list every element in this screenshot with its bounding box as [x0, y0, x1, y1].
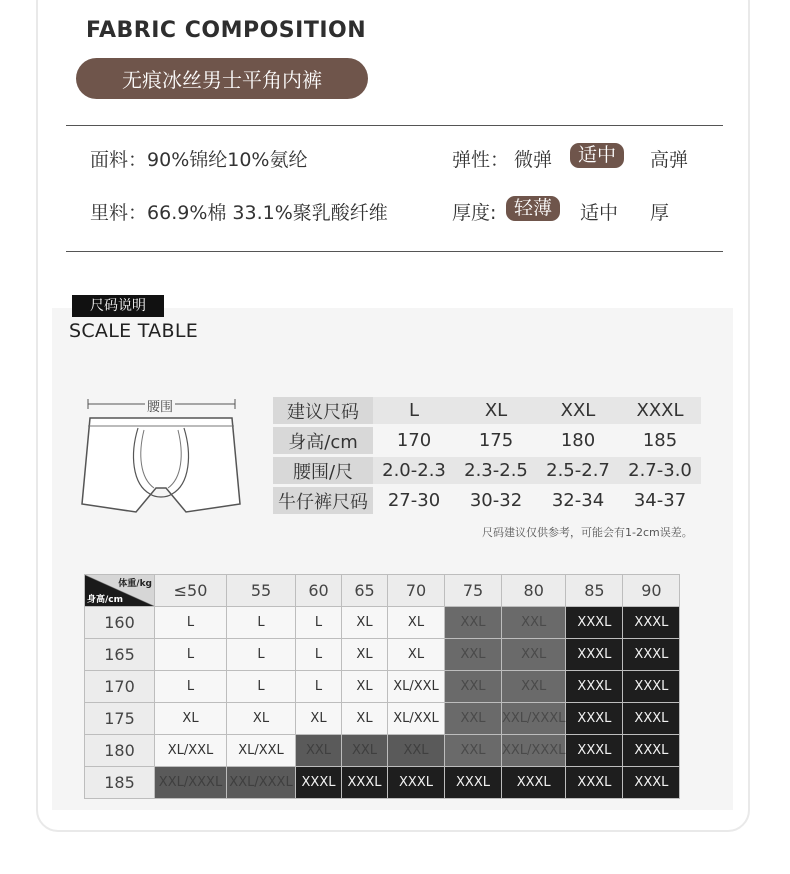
- grid-size-cell: L: [155, 607, 227, 639]
- elasticity-option-low: 微弹: [514, 149, 553, 171]
- scale-table-title: SCALE TABLE: [69, 320, 199, 342]
- grid-size-cell: XL/XXL: [155, 735, 227, 767]
- size-cell: 2.3-2.5: [455, 457, 537, 484]
- grid-height-header: 175: [85, 703, 155, 735]
- grid-height-header: 165: [85, 639, 155, 671]
- grid-size-cell: L: [227, 607, 296, 639]
- grid-row: [85, 639, 680, 671]
- thickness-label: 厚度:: [452, 202, 497, 224]
- grid-size-cell: XL: [155, 703, 227, 735]
- grid-size-cell: XXL: [502, 607, 566, 639]
- grid-height-header: 185: [85, 767, 155, 799]
- lining-label: 里料：: [90, 202, 148, 224]
- fabric-label: 面料：: [90, 149, 148, 171]
- grid-size-cell: XL: [227, 703, 296, 735]
- size-row-label: 牛仔裤尺码: [273, 487, 373, 514]
- grid-size-cell: XXXL: [566, 735, 623, 767]
- grid-size-cell: XXL: [445, 607, 502, 639]
- corner-weight-label: 体重/kg: [118, 579, 152, 589]
- size-cell: XXXL: [619, 397, 701, 424]
- grid-size-cell: XL: [388, 639, 445, 671]
- size-cell: 175: [455, 427, 537, 454]
- grid-size-cell: XXXL: [623, 735, 680, 767]
- grid-size-cell: XXXL: [623, 767, 680, 799]
- elasticity-label: 弹性：: [452, 149, 510, 171]
- grid-size-cell: XXL: [445, 671, 502, 703]
- grid-size-cell: XXXL: [566, 639, 623, 671]
- grid-corner-cell: [85, 575, 155, 607]
- grid-height-header: 160: [85, 607, 155, 639]
- divider-bottom: [66, 251, 723, 252]
- grid-size-cell: XXXL: [623, 703, 680, 735]
- elasticity-option-high: 高弹: [650, 149, 689, 171]
- size-cell: L: [373, 397, 455, 424]
- size-cell: 34-37: [619, 487, 701, 514]
- grid-size-cell: L: [296, 639, 342, 671]
- size-row: [273, 397, 701, 424]
- grid-size-cell: XL: [342, 703, 388, 735]
- thickness-option-thick: 厚: [650, 202, 670, 224]
- grid-size-cell: XL: [342, 639, 388, 671]
- size-row: [273, 457, 701, 484]
- grid-size-cell: L: [296, 607, 342, 639]
- grid-size-cell: XXXL: [342, 767, 388, 799]
- grid-size-cell: XL/XXL: [388, 671, 445, 703]
- weight-height-size-grid: [84, 574, 680, 799]
- grid-size-cell: XXL: [445, 703, 502, 735]
- grid-header-row: [85, 575, 680, 607]
- grid-size-cell: XXXL: [623, 607, 680, 639]
- grid-size-cell: XXXL: [296, 767, 342, 799]
- grid-size-cell: XL/XXL: [388, 703, 445, 735]
- size-cell: 27-30: [373, 487, 455, 514]
- grid-size-cell: L: [155, 639, 227, 671]
- product-name-badge: 无痕冰丝男士平角内裤: [76, 58, 368, 99]
- size-cell: XL: [455, 397, 537, 424]
- grid-size-cell: XXL/XXXL: [502, 735, 566, 767]
- elasticity-option-medium-selected: 适中: [570, 143, 624, 168]
- waist-label: 腰围: [145, 396, 175, 415]
- grid-size-cell: XXL: [296, 735, 342, 767]
- corner-height-label: 身高/cm: [87, 595, 124, 605]
- grid-size-cell: XL/XXL: [227, 735, 296, 767]
- size-note: 尺码建议仅供参考，可能会有1-2cm误差。: [482, 526, 693, 539]
- grid-row: [85, 607, 680, 639]
- size-row-label: 身高/cm: [273, 427, 373, 454]
- grid-height-header: 170: [85, 671, 155, 703]
- size-cell: 2.5-2.7: [537, 457, 619, 484]
- grid-size-cell: XXL: [502, 671, 566, 703]
- grid-weight-header: 70: [388, 575, 445, 607]
- grid-row: [85, 767, 680, 799]
- grid-size-cell: XL: [296, 703, 342, 735]
- grid-size-cell: XXXL: [566, 767, 623, 799]
- thickness-option-thin-selected: 轻薄: [506, 196, 560, 221]
- grid-size-cell: XXL/XXXL: [155, 767, 227, 799]
- grid-size-cell: XL: [388, 607, 445, 639]
- grid-size-cell: XL: [342, 671, 388, 703]
- size-cell: 30-32: [455, 487, 537, 514]
- size-row-label: 腰围/尺: [273, 457, 373, 484]
- grid-size-cell: XXXL: [445, 767, 502, 799]
- grid-size-cell: XXXL: [566, 703, 623, 735]
- grid-weight-header: 80: [502, 575, 566, 607]
- size-row: [273, 427, 701, 454]
- size-cell: 180: [537, 427, 619, 454]
- grid-height-header: 180: [85, 735, 155, 767]
- grid-size-cell: XXL: [502, 639, 566, 671]
- size-row-label: 建议尺码: [273, 397, 373, 424]
- size-cell: 185: [619, 427, 701, 454]
- size-cell: 2.7-3.0: [619, 457, 701, 484]
- grid-weight-header: 75: [445, 575, 502, 607]
- grid-size-cell: XXXL: [388, 767, 445, 799]
- size-tag: 尺码说明: [72, 295, 164, 317]
- grid-size-cell: XXXL: [566, 671, 623, 703]
- grid-size-cell: L: [227, 639, 296, 671]
- grid-size-cell: XXXL: [623, 639, 680, 671]
- grid-size-cell: L: [155, 671, 227, 703]
- size-recommendation-table: [273, 394, 701, 517]
- grid-weight-header: 55: [227, 575, 296, 607]
- size-cell: 32-34: [537, 487, 619, 514]
- grid-size-cell: L: [296, 671, 342, 703]
- grid-size-cell: XXL: [388, 735, 445, 767]
- thickness-option-medium: 适中: [580, 202, 619, 224]
- grid-size-cell: XXXL: [623, 671, 680, 703]
- grid-size-cell: XXL/XXXL: [502, 703, 566, 735]
- fabric-spec: [90, 145, 307, 172]
- grid-row: [85, 735, 680, 767]
- grid-size-cell: XXXL: [566, 607, 623, 639]
- grid-size-cell: XXL: [445, 735, 502, 767]
- grid-size-cell: XL: [342, 607, 388, 639]
- grid-row: [85, 671, 680, 703]
- grid-weight-header: 65: [342, 575, 388, 607]
- grid-weight-header: 90: [623, 575, 680, 607]
- grid-size-cell: XXL: [342, 735, 388, 767]
- grid-size-cell: XXL: [445, 639, 502, 671]
- size-row: [273, 487, 701, 514]
- grid-weight-header: 60: [296, 575, 342, 607]
- grid-weight-header: ≤50: [155, 575, 227, 607]
- grid-row: [85, 703, 680, 735]
- lining-spec: [90, 198, 388, 225]
- section-title: FABRIC COMPOSITION: [86, 18, 367, 43]
- size-cell: 2.0-2.3: [373, 457, 455, 484]
- grid-size-cell: L: [227, 671, 296, 703]
- divider-top: [66, 125, 723, 126]
- lining-value: 66.9%棉 33.1%聚乳酸纤维: [147, 202, 388, 224]
- fabric-value: 90%锦纶10%氨纶: [147, 149, 308, 171]
- grid-size-cell: XXL/XXXL: [227, 767, 296, 799]
- grid-size-cell: XXXL: [502, 767, 566, 799]
- size-cell: XXL: [537, 397, 619, 424]
- size-cell: 170: [373, 427, 455, 454]
- grid-weight-header: 85: [566, 575, 623, 607]
